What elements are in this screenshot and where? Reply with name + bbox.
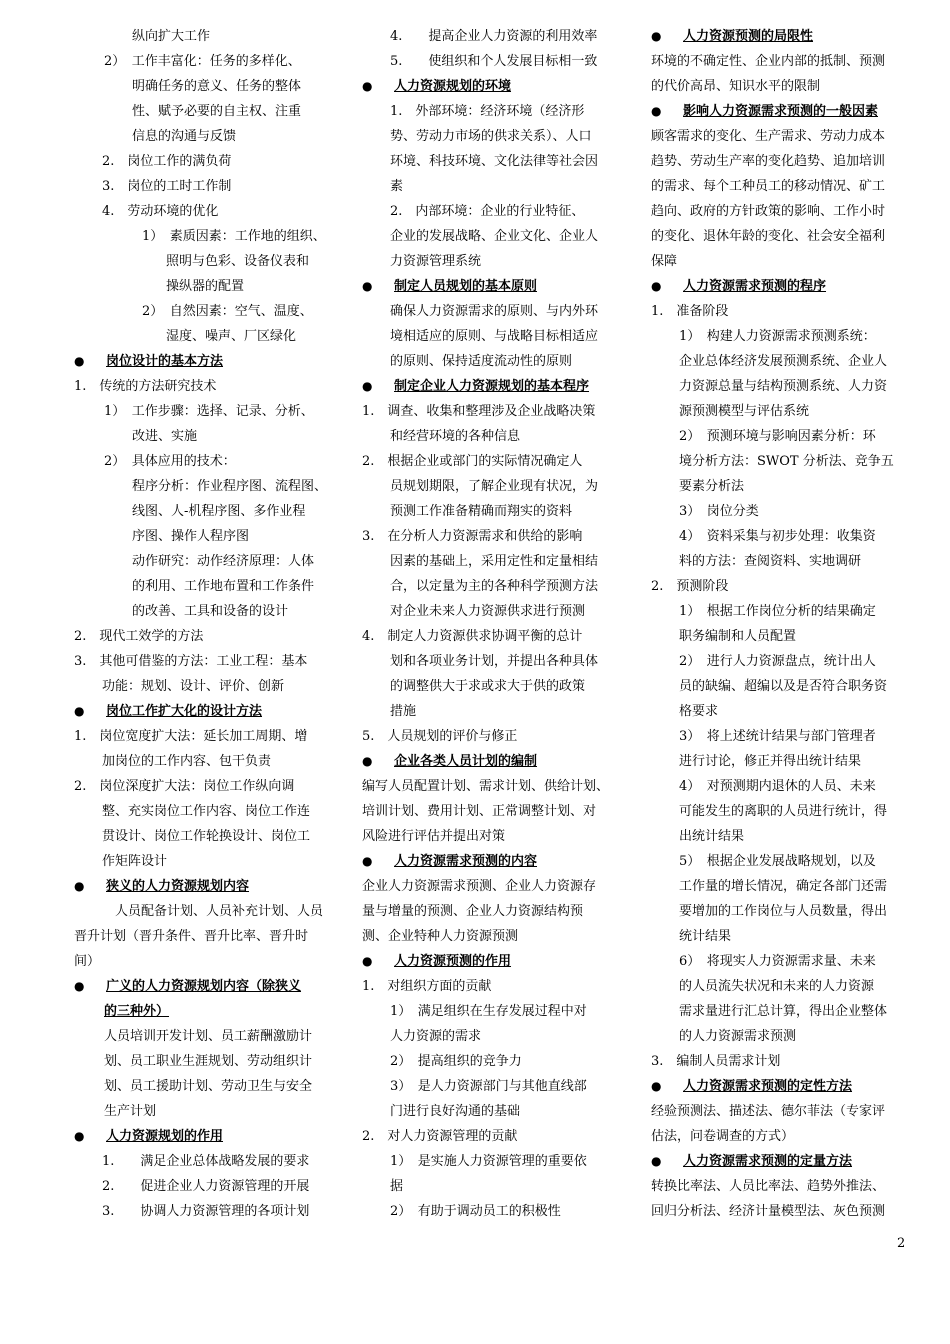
text-line: 2. 对人力资源管理的贡献 bbox=[362, 1129, 518, 1144]
text-line: 企业人力资源需求预测、企业人力资源存 bbox=[362, 879, 597, 894]
text-line: 2. 岗位深度扩大法：岗位工作纵向调 bbox=[74, 779, 295, 794]
text-line: 回归分析法、经济计量模型法、灰色预测 bbox=[651, 1204, 886, 1219]
text-line: 据 bbox=[390, 1179, 404, 1194]
heading-text: 人力资源规划的作用 bbox=[106, 1129, 224, 1144]
text-line: 2） 具体应用的技术： bbox=[104, 454, 236, 469]
bullet-icon: ● bbox=[74, 979, 85, 993]
text-line: 动作研究：动作经济原理：人体 bbox=[132, 554, 315, 569]
text-line: 2. 预测阶段 bbox=[651, 579, 729, 594]
text-line: 的变化、退休年龄的变化、社会安全福利 bbox=[651, 229, 886, 244]
text-line: 3. 编制人员需求计划 bbox=[651, 1054, 781, 1069]
text-line: 2） 预测环境与影响因素分析：环 bbox=[679, 429, 876, 444]
bullet-icon: ● bbox=[651, 1154, 662, 1168]
bullet-icon: ● bbox=[651, 1079, 662, 1093]
bullet-icon: ● bbox=[651, 104, 662, 118]
bullet-icon: ● bbox=[651, 279, 662, 293]
text-line: 境相适应的原则、与战略目标相适应 bbox=[390, 329, 599, 344]
column-2 bbox=[362, 24, 632, 1224]
section-heading bbox=[362, 74, 632, 99]
text-line: 1. 准备阶段 bbox=[651, 304, 729, 319]
text-line: 3） 是人力资源部门与其他直线部 bbox=[390, 1079, 587, 1094]
text-line: 门进行良好沟通的基础 bbox=[390, 1104, 521, 1119]
text-line: 1） 满足组织在生存发展过程中对 bbox=[390, 1004, 587, 1019]
text-line: 晋升计划（晋升条件、晋升比率、晋升时 bbox=[74, 929, 309, 944]
heading-text: 人力资源预测的局限性 bbox=[683, 29, 814, 44]
text-line: 进行讨论，修正并得出统计结果 bbox=[679, 754, 862, 769]
text-line: 2） 工作丰富化：任务的多样化、 bbox=[104, 54, 301, 69]
text-line: 2） 有助于调动员工的积极性 bbox=[390, 1204, 561, 1219]
bullet-icon: ● bbox=[362, 379, 373, 393]
bullet-icon: ● bbox=[74, 354, 85, 368]
text-line: 4. 提高企业人力资源的利用效率 bbox=[390, 29, 598, 44]
text-line: 的利用、工作地布置和工作条件 bbox=[132, 579, 315, 594]
bullet-icon: ● bbox=[74, 879, 85, 893]
text-line: 预测工作准备精确而翔实的资料 bbox=[390, 504, 573, 519]
text-line: 2） 自然因素：空气、温度、 bbox=[142, 304, 313, 319]
text-line: 线图、人-机程序图、多作业程 bbox=[132, 504, 306, 519]
heading-text: 广义的人力资源规划内容（除狭义 bbox=[106, 979, 302, 994]
text-line: 3） 岗位分类 bbox=[679, 504, 759, 519]
text-line: 转换比率法、人员比率法、趋势外推法、 bbox=[651, 1179, 886, 1194]
text-line: 4） 对预测期内退休的人员、未来 bbox=[679, 779, 876, 794]
text-line: 职务编制和人员配置 bbox=[679, 629, 797, 644]
text-line: 培训计划、费用计划、正常调整计划、对 bbox=[362, 804, 597, 819]
heading-text: 人力资源预测的作用 bbox=[394, 954, 512, 969]
bullet-icon: ● bbox=[362, 79, 373, 93]
text-line: 环境的不确定性、企业内部的抵制、预测 bbox=[651, 54, 886, 69]
text-line: 1. 传统的方法研究技术 bbox=[74, 379, 217, 394]
text-line: 的人员流失状况和未来的人力资源 bbox=[679, 979, 875, 994]
page-number: 2 bbox=[897, 1236, 906, 1251]
text-line: 3. 协调人力资源管理的各项计划 bbox=[102, 1204, 310, 1219]
text-line: 和经营环境的各种信息 bbox=[390, 429, 521, 444]
text-line: 改进、实施 bbox=[132, 429, 198, 444]
text-line: 贯设计、岗位工作轮换设计、岗位工 bbox=[102, 829, 311, 844]
section-heading bbox=[74, 349, 344, 374]
text-line: 划、员工援助计划、劳动卫生与安全 bbox=[104, 1079, 313, 1094]
heading-text: 岗位设计的基本方法 bbox=[106, 354, 224, 369]
text-line: 1） 素质因素：工作地的组织、 bbox=[142, 229, 326, 244]
text-line: 工作量的增长情况，确定各部门还需 bbox=[679, 879, 888, 894]
text-line: 1） 根据工作岗位分析的结果确定 bbox=[679, 604, 876, 619]
text-line: 素 bbox=[390, 179, 404, 194]
text-line: 源预测模型与评估系统 bbox=[679, 404, 810, 419]
text-line: 风险进行评估并提出对策 bbox=[362, 829, 506, 844]
section-heading bbox=[651, 1074, 921, 1099]
text-line: 要素分析法 bbox=[679, 479, 745, 494]
section-heading bbox=[362, 849, 632, 874]
text-line: 3. 岗位的工时工作制 bbox=[102, 179, 232, 194]
text-line: 间） bbox=[74, 954, 101, 969]
text-line: 料的方法：查阅资料、实地调研 bbox=[679, 554, 862, 569]
section-heading bbox=[651, 1149, 921, 1174]
bullet-icon: ● bbox=[74, 704, 85, 718]
heading-text: 的三种外） bbox=[104, 1004, 170, 1019]
text-line: 企业总体经济发展预测系统、企业人 bbox=[679, 354, 888, 369]
text-line: 5. 使组织和个人发展目标相一致 bbox=[390, 54, 598, 69]
heading-text: 人力资源需求预测的定性方法 bbox=[683, 1079, 853, 1094]
text-line: 估法，问卷调查的方式） bbox=[651, 1129, 795, 1144]
text-line: 生产计划 bbox=[104, 1104, 157, 1119]
heading-text: 人力资源需求预测的程序 bbox=[683, 279, 827, 294]
text-line: 纵向扩大工作 bbox=[132, 29, 211, 44]
text-line: 人员配备计划、人员补充计划、人员 bbox=[102, 904, 324, 919]
heading-text: 狭义的人力资源规划内容 bbox=[106, 879, 250, 894]
text-line: 照明与色彩、设备仪表和 bbox=[166, 254, 310, 269]
heading-text: 制定人员规划的基本原则 bbox=[394, 279, 538, 294]
text-line: 力资源管理系统 bbox=[390, 254, 482, 269]
text-line: 1） 工作步骤：选择、记录、分析、 bbox=[104, 404, 314, 419]
text-line: 需求量进行汇总计算，得出企业整体 bbox=[679, 1004, 888, 1019]
text-line: 趋势、劳动生产率的变化趋势、追加培训 bbox=[651, 154, 886, 169]
bullet-icon: ● bbox=[362, 954, 373, 968]
text-line: 编写人员配置计划、需求计划、供给计划、 bbox=[362, 779, 610, 794]
heading-text: 制定企业人力资源规划的基本程序 bbox=[394, 379, 590, 394]
text-line: 人员培训开发计划、员工薪酬激励计 bbox=[104, 1029, 313, 1044]
text-line: 的调整供大于求或求大于供的政策 bbox=[390, 679, 586, 694]
column-3 bbox=[651, 24, 921, 1224]
text-line: 合，以定量为主的各种科学预测方法 bbox=[390, 579, 599, 594]
text-line: 1） 是实施人力资源管理的重要依 bbox=[390, 1154, 587, 1169]
bullet-icon: ● bbox=[362, 854, 373, 868]
bullet-icon: ● bbox=[362, 754, 373, 768]
text-line: 信息的沟通与反馈 bbox=[132, 129, 237, 144]
text-line: 4. 制定人力资源供求协调平衡的总计 bbox=[362, 629, 583, 644]
text-line: 境分析方法：SWOT 分析法、竞争五 bbox=[679, 454, 894, 469]
text-line: 3） 将上述统计结果与部门管理者 bbox=[679, 729, 876, 744]
text-line: 5. 人员规划的评价与修正 bbox=[362, 729, 518, 744]
text-line: 程序分析：作业程序图、流程图、 bbox=[132, 479, 328, 494]
text-line: 整、充实岗位工作内容、岗位工作连 bbox=[102, 804, 311, 819]
text-line: 1. 岗位宽度扩大法：延长加工周期、增 bbox=[74, 729, 308, 744]
text-line: 统计结果 bbox=[679, 929, 732, 944]
text-line: 确保人力资源需求的原则、与内外环 bbox=[390, 304, 599, 319]
text-line: 1. 外部环境：经济环境（经济形 bbox=[390, 104, 585, 119]
column-1 bbox=[74, 24, 344, 1224]
section-heading bbox=[651, 274, 921, 299]
heading-text: 岗位工作扩大化的设计方法 bbox=[106, 704, 263, 719]
text-line: 4） 资料采集与初步处理：收集资 bbox=[679, 529, 876, 544]
text-line: 5） 根据企业发展战略规划，以及 bbox=[679, 854, 876, 869]
text-line: 环境、科技环境、文化法律等社会因 bbox=[390, 154, 599, 169]
text-line: 功能：规划、设计、评价、创新 bbox=[102, 679, 285, 694]
text-line: 划、员工职业生涯规划、劳动组织计 bbox=[104, 1054, 313, 1069]
section-heading bbox=[74, 974, 344, 999]
text-line: 1） 构建人力资源需求预测系统： bbox=[679, 329, 876, 344]
text-line: 1. 调查、收集和整理涉及企业战略决策 bbox=[362, 404, 596, 419]
text-line: 可能发生的离职的人员进行统计，得 bbox=[679, 804, 888, 819]
text-line: 3. 其他可借鉴的方法：工业工程：基本 bbox=[74, 654, 308, 669]
text-line: 2） 进行人力资源盘点，统计出人 bbox=[679, 654, 876, 669]
bullet-icon: ● bbox=[362, 279, 373, 293]
text-line: 员规划期限，了解企业现有状况，为 bbox=[390, 479, 599, 494]
text-line: 划和各项业务计划，并提出各种具体 bbox=[390, 654, 599, 669]
section-heading bbox=[651, 99, 921, 124]
text-line: 4. 劳动环境的优化 bbox=[102, 204, 219, 219]
text-line: 的原则、保持适度流动性的原则 bbox=[390, 354, 573, 369]
text-line: 的人力资源需求预测 bbox=[679, 1029, 797, 1044]
text-line: 力资源总量与结构预测系统、人力资 bbox=[679, 379, 888, 394]
text-line: 1. 满足企业总体战略发展的要求 bbox=[102, 1154, 310, 1169]
text-line: 明确任务的意义、任务的整体 bbox=[132, 79, 302, 94]
text-line: 1. 对组织方面的贡献 bbox=[362, 979, 492, 994]
text-line: 2. 岗位工作的满负荷 bbox=[102, 154, 232, 169]
text-line: 对企业未来人力资源供求进行预测 bbox=[390, 604, 586, 619]
heading-text: 企业各类人员计划的编制 bbox=[394, 754, 538, 769]
text-line: 湿度、噪声、厂区绿化 bbox=[166, 329, 297, 344]
section-heading bbox=[74, 1124, 344, 1149]
text-line: 6） 将现实人力资源需求量、未来 bbox=[679, 954, 876, 969]
section-heading bbox=[74, 699, 344, 724]
text-line: 的改善、工具和设备的设计 bbox=[132, 604, 289, 619]
text-line: 企业的发展战略、企业文化、企业人 bbox=[390, 229, 599, 244]
text-line: 序图、操作人程序图 bbox=[132, 529, 250, 544]
text-line: 测、企业特种人力资源预测 bbox=[362, 929, 519, 944]
heading-text: 人力资源需求预测的内容 bbox=[394, 854, 538, 869]
section-heading bbox=[74, 874, 344, 899]
bullet-icon: ● bbox=[74, 1129, 85, 1143]
text-line: 加岗位的工作内容、包干负责 bbox=[102, 754, 272, 769]
section-heading bbox=[362, 374, 632, 399]
text-line: 经验预测法、描述法、德尔菲法（专家评 bbox=[651, 1104, 886, 1119]
text-line: 2. 促进企业人力资源管理的开展 bbox=[102, 1179, 310, 1194]
text-line: 3. 在分析人力资源需求和供给的影响 bbox=[362, 529, 583, 544]
text-line: 趋向、政府的方针政策的影响、工作小时 bbox=[651, 204, 886, 219]
text-line: 人力资源的需求 bbox=[390, 1029, 482, 1044]
text-line: 性、赋予必要的自主权、注重 bbox=[132, 104, 302, 119]
section-heading bbox=[362, 274, 632, 299]
text-line: 要增加的工作岗位与人员数量，得出 bbox=[679, 904, 888, 919]
section-heading bbox=[362, 949, 632, 974]
text-line: 作矩阵设计 bbox=[102, 854, 168, 869]
text-line: 的代价高昂、知识水平的限制 bbox=[651, 79, 821, 94]
text-line: 员的缺编、超编以及是否符合职务资 bbox=[679, 679, 888, 694]
text-line: 势、劳动力市场的供求关系）、人口 bbox=[390, 129, 592, 144]
text-line: 的需求、每个工种员工的移动情况、矿工 bbox=[651, 179, 886, 194]
text-line: 因素的基础上，采用定性和定量相结 bbox=[390, 554, 599, 569]
bullet-icon: ● bbox=[651, 29, 662, 43]
section-heading-continuation bbox=[74, 999, 344, 1024]
text-line: 措施 bbox=[390, 704, 417, 719]
text-line: 操纵器的配置 bbox=[166, 279, 245, 294]
text-line: 2. 根据企业或部门的实际情况确定人 bbox=[362, 454, 583, 469]
text-line: 2） 提高组织的竞争力 bbox=[390, 1054, 522, 1069]
heading-text: 人力资源需求预测的定量方法 bbox=[683, 1154, 853, 1169]
text-line: 量与增量的预测、企业人力资源结构预 bbox=[362, 904, 584, 919]
section-heading bbox=[651, 24, 921, 49]
heading-text: 影响人力资源需求预测的一般因素 bbox=[683, 104, 879, 119]
text-line: 2. 内部环境：企业的行业特征、 bbox=[390, 204, 585, 219]
section-heading bbox=[362, 749, 632, 774]
text-line: 格要求 bbox=[679, 704, 719, 719]
heading-text: 人力资源规划的环境 bbox=[394, 79, 512, 94]
text-line: 出统计结果 bbox=[679, 829, 745, 844]
text-line: 顾客需求的变化、生产需求、劳动力成本 bbox=[651, 129, 886, 144]
text-line: 保障 bbox=[651, 254, 678, 269]
text-line: 2. 现代工效学的方法 bbox=[74, 629, 204, 644]
